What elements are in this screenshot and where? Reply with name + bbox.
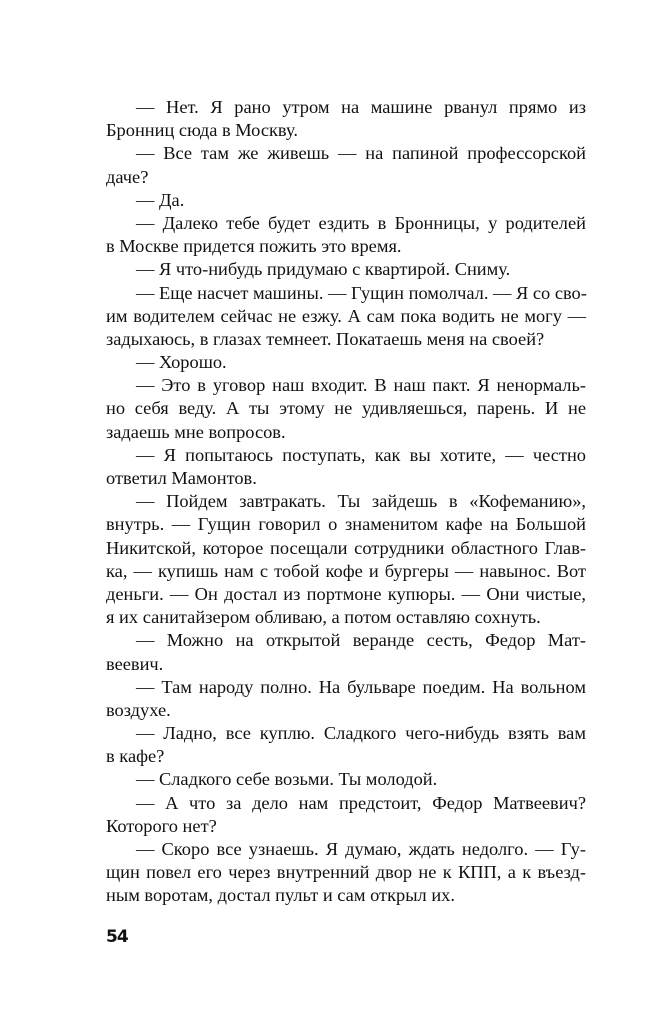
text-line: — Скоро все узнаешь. Я думаю, ждать недолго. — Гу- (136, 839, 586, 859)
page-number: 54 (106, 927, 128, 947)
text-line: ответил Мамонтов. (106, 468, 257, 488)
text-line: — Пойдем завтракать. Ты зайдешь в «Кофеманию», (136, 491, 586, 512)
text-line: но себя веду. А ты этому не удивляешься, парень. И не (106, 398, 586, 419)
text-line: даче? (106, 166, 149, 187)
text-line: ка, — купишь нам с тобой кофе и бургеры — навынос. Вот (106, 560, 586, 581)
text-line: — Там народу полно. На бульваре поедим. На вольном (136, 676, 586, 697)
text-line: Никитской, которое посещали сотрудники областного Глав- (106, 537, 586, 558)
body-text (106, 96, 586, 908)
text-line: — Нет. Я рано утром на машине рванул прямо из (136, 97, 586, 117)
text-line: — Все там же живешь — на папиной профессорской (136, 143, 586, 164)
text-line: воздухе. (106, 699, 171, 720)
text-line: веевич. (106, 653, 164, 674)
text-line: — Еще насчет машины. — Гущин помолчал. — Я со сво- (136, 282, 587, 303)
text-line: — Я попытаюсь поступать, как вы хотите, — честно (136, 444, 586, 465)
text-line: — Я что-нибудь придумаю с квартирой. Сниму. (136, 259, 511, 280)
text-line: внутрь. — Гущин говорил о знаменитом кафе на Большой (106, 514, 586, 535)
text-line: — Хорошо. (136, 352, 227, 373)
text-line: — Да. (136, 189, 185, 210)
text-line: им водителем сейчас не езжу. А сам пока водить не могу — (106, 305, 586, 326)
text-line: я их санитайзером обливаю, а потом оставляю сохнуть. (106, 607, 541, 628)
text-line: — Это в уговор наш входит. В наш пакт. Я ненормаль- (136, 375, 586, 396)
text-line: — Сладкого себе возьми. Ты молодой. (136, 769, 438, 790)
text-line: в Москве придется пожить это время. (106, 236, 402, 257)
text-line: Которого нет? (106, 815, 217, 836)
text-line: Бронниц сюда в Москву. (106, 120, 298, 141)
text-line: — Далеко тебе будет ездить в Бронницы, у родителей (136, 212, 586, 233)
text-line: — А что за дело нам предстоит, Федор Матвеевич? (136, 792, 586, 813)
text-line: ным воротам, достал пульт и сам открыл их. (106, 885, 455, 906)
text-line: задаешь мне вопросов. (106, 421, 286, 442)
text-line: щин повел его через внутренний двор не к КПП, а к въезд- (106, 862, 586, 883)
text-line: в кафе? (106, 746, 165, 767)
text-line: — Ладно, все куплю. Сладкого чего-нибудь взять вам (136, 723, 586, 744)
text-line: задыхаюсь, в глазах темнеет. Покатаешь меня на своей? (106, 328, 545, 349)
text-line: — Можно на открытой веранде сесть, Федор Мат- (136, 630, 586, 651)
text-line: деньги. — Он достал из портмоне купюры. — Они чистые, (106, 583, 586, 604)
